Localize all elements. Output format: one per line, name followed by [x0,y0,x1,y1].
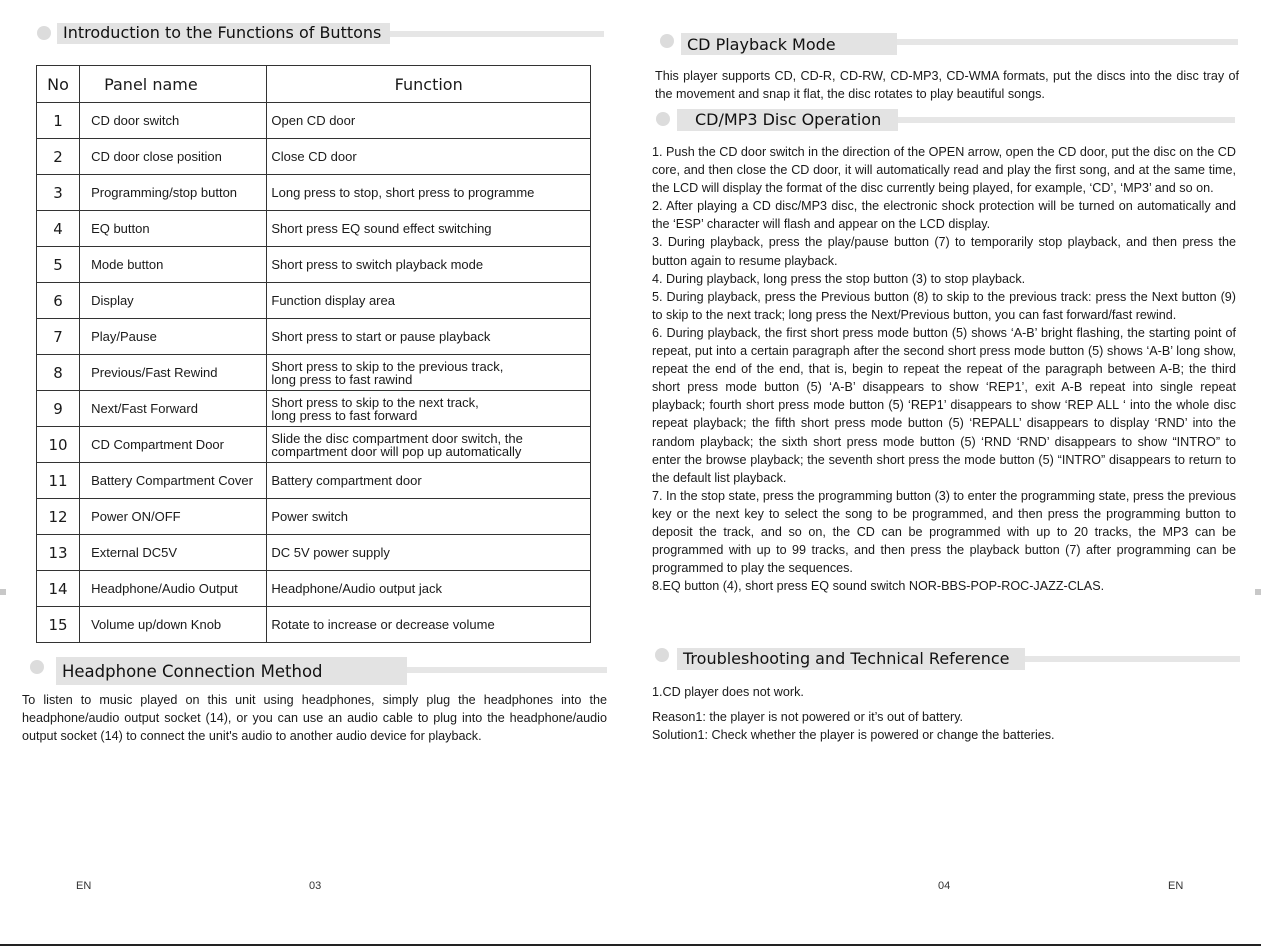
section-heading-cd-playback: CD Playback Mode [681,33,897,55]
footer-language: EN [76,880,92,892]
operation-step: 6. During playback, the first short press mode button (5) shows ‘A-B’ bright flashing, the starting point of repeat, put into a certain paragraph after the second short press mode button (5) shows ‘A-B’ long show, repeat the end of the end, that is, begin to repeat the repeat of the paragraph between A-B; the third short press mode button (5) ‘A-B’ disappears to show ‘REP1’, exit A-B repeat into single repeat playback; fourth short press mode button (5) ‘REP1’ disappears to show ‘REP ALL ‘ into the whole disc repeat playback; the fifth short press mode button (5) ‘REPALL’ disappears to display ‘RND’ into the random playback; the sixth short press mode button (5) ‘RND ‘RND’ disappears to show “INTRO” to enter the browse playback; the seventh short press the mode button (5) “INTRO” disappears to return to the default list playback. [652,325,1236,485]
table-row [37,247,591,283]
function-line: Short press to skip to the next track, [271,394,479,410]
heading-bullet-icon [660,34,674,48]
row-number: 1 [37,103,80,139]
function-cell: Short press to start or pause playback [267,319,591,355]
table-row [37,499,591,535]
function-cell: Short press EQ sound effect switching [267,211,591,247]
function-cell: Headphone/Audio output jack [267,571,591,607]
row-number: 6 [37,283,80,319]
row-number: 15 [37,607,80,643]
panel-name-cell: CD Compartment Door [80,427,267,463]
table-row [37,211,591,247]
heading-rule [407,667,607,673]
panel-name-cell: Mode button [80,247,267,283]
cd-playback-paragraph [655,67,1239,103]
section-heading-headphone: Headphone Connection Method [56,657,407,685]
row-number: 5 [37,247,80,283]
heading-rule [390,31,604,37]
table-header-row [37,66,591,103]
function-line: compartment door will pop up automatically [271,443,522,459]
function-cell: Rotate to increase or decrease volume [267,607,591,643]
row-number: 7 [37,319,80,355]
row-number: 4 [37,211,80,247]
heading-bullet-icon [37,26,51,40]
table-row [37,139,591,175]
function-line: Short press to skip to the previous track, [271,358,504,374]
operation-step: 5. During playback, press the Previous button (8) to skip to the previous track: press the Next button (9) to skip to the next track; long press the Next/Previous button, you can fast forward/fast rewind. [652,289,1236,322]
header-function: Function [267,66,591,103]
crop-mark [0,589,6,595]
row-number: 11 [37,463,80,499]
troubleshooting-item [652,683,1236,701]
reason-text: Reason1: the player is not powered or it’s out of battery. [652,710,964,724]
heading-bullet-icon [656,112,670,126]
row-number: 13 [37,535,80,571]
panel-name-cell: Programming/stop button [80,175,267,211]
operation-step: 8.EQ button (4), short press EQ sound switch NOR-BBS-POP-ROC-JAZZ-CLAS. [652,579,1105,594]
heading-rule [897,39,1238,45]
function-cell: Open CD door [267,103,591,139]
operation-step: 7. In the stop state, press the programming button (3) to enter the programming state, press the previous key or the next key to select the song to be programmed, and then press the programming button to deposit the track, and so on, the CD can be programmed with up to 20 tracks, the MP3 can be programmed with up to 99 tracks, and then press the playback button (7) after programming can be programmed to play the sequences. [652,488,1236,576]
operation-step: 4. During playback, long press the stop button (3) to stop playback. [652,271,1026,286]
solution-text: Solution1: Check whether the player is powered or change the batteries. [652,728,1055,743]
operation-step: 3. During playback, press the play/pause button (7) to temporarily stop playback, and then press the button again to resume playback. [652,235,1236,268]
heading-bullet-icon [30,660,44,674]
function-cell [267,355,591,391]
section-heading-mp3: CD/MP3 Disc Operation [677,109,898,131]
footer-page-number: 03 [309,880,322,892]
function-cell [267,427,591,463]
function-cell: Short press to switch playback mode [267,247,591,283]
table-row [37,391,591,427]
cd-playback-text: This player supports CD, CD-R, CD-RW, CD-MP3, CD-WMA formats, put the discs into the disc tray of the movement and snap it flat, the disc rotates to play beautiful songs. [655,69,1239,102]
headphone-text: To listen to music played on this unit using headphones, simply plug the headphones into the headphone/audio output socket (14), or you can use an audio cable to plug into the headphone/audio output socket (14) to connect the unit's audio to another audio device for playback. [22,693,607,744]
table-row [37,571,591,607]
panel-name-cell: Previous/Fast Rewind [80,355,267,391]
table-row [37,427,591,463]
panel-name-cell: External DC5V [80,535,267,571]
row-number: 12 [37,499,80,535]
panel-name-cell: Display [80,283,267,319]
panel-name-cell: EQ button [80,211,267,247]
row-number: 3 [37,175,80,211]
function-line: long press to fast forward [271,407,418,423]
panel-name-cell: CD door switch [80,103,267,139]
function-cell: Power switch [267,499,591,535]
heading-bullet-icon [655,648,669,662]
row-number: 14 [37,571,80,607]
row-number: 2 [37,139,80,175]
table-row [37,175,591,211]
table-row [37,319,591,355]
heading-rule [1025,656,1240,662]
table-row [37,535,591,571]
crop-mark [1255,589,1261,595]
header-panel-name: Panel name [80,66,267,103]
panel-name-cell: CD door close position [80,139,267,175]
panel-name-cell: Play/Pause [80,319,267,355]
footer-page-number: 04 [938,880,951,892]
function-cell: DC 5V power supply [267,535,591,571]
panel-name-cell: Battery Compartment Cover [80,463,267,499]
function-cell: Function display area [267,283,591,319]
row-number: 8 [37,355,80,391]
function-line: long press to fast rawind [271,371,413,387]
panel-name-cell: Next/Fast Forward [80,391,267,427]
table-row [37,463,591,499]
panel-name-cell: Power ON/OFF [80,499,267,535]
troubleshooting-reason [652,708,1236,744]
function-line: Slide the disc compartment door switch, the [271,430,523,446]
table-row [37,355,591,391]
mp3-operation-steps [652,143,1236,595]
function-cell [267,391,591,427]
table-row [37,283,591,319]
panel-name-cell: Volume up/down Knob [80,607,267,643]
operation-step: 2. After playing a CD disc/MP3 disc, the electronic shock protection will be turned on automatically and the ‘ESP’ character will flash and appear on the LCD display. [652,199,1236,232]
section-heading-troubleshooting: Troubleshooting and Technical Reference [677,648,1025,670]
table-row [37,607,591,643]
row-number: 9 [37,391,80,427]
function-cell: Long press to stop, short press to programme [267,175,591,211]
row-number: 10 [37,427,80,463]
header-no: No [37,66,80,103]
panel-name-cell: Headphone/Audio Output [80,571,267,607]
headphone-paragraph [22,691,607,745]
section-heading-buttons: Introduction to the Functions of Buttons [57,23,390,44]
heading-rule [898,117,1235,123]
operation-step: 1. Push the CD door switch in the direction of the OPEN arrow, open the CD door, put the disc on the CD core, and then close the CD door, it will automatically read and play the first song, and at the same time, the LCD will display the format of the disc currently being played, for example, ‘CD’, ‘MP3’ and so on. [652,145,1236,196]
trouble-item-text: 1.CD player does not work. [652,685,804,699]
buttons-function-table [36,65,591,643]
function-cell: Battery compartment door [267,463,591,499]
footer-language: EN [1168,880,1184,892]
function-cell: Close CD door [267,139,591,175]
table-row [37,103,591,139]
